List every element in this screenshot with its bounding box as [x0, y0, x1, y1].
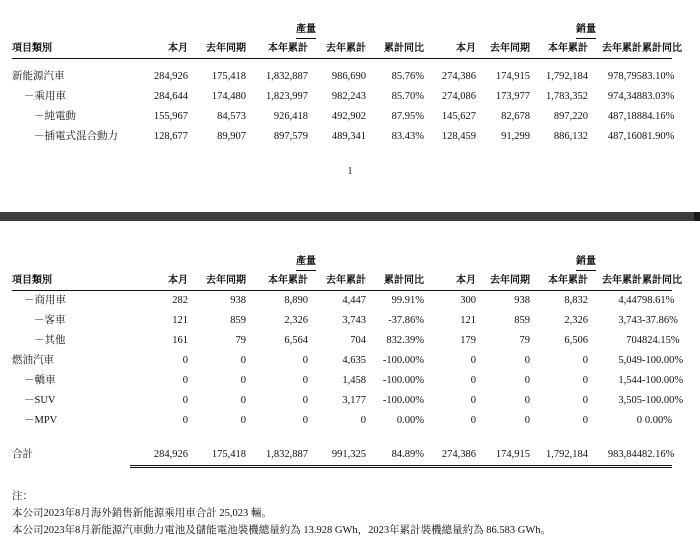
report-page-1 [0, 0, 700, 200]
cell: 8,890 [284, 295, 308, 306]
total-cell: 84.89% [366, 443, 424, 467]
cell: 492,902 [331, 111, 366, 122]
cell: 0 [524, 375, 530, 386]
cell: 8,832 [564, 295, 588, 306]
cell: 978,795 [607, 71, 642, 82]
cell: 704 [350, 335, 366, 346]
cell: 0 [582, 355, 588, 366]
total-cell: 284,926 [130, 443, 188, 467]
note-overseas-sales: 本公司2023年8月海外銷售新能源乘用車合計 25,023 輛。 [12, 508, 272, 519]
cell: 0 [470, 355, 476, 366]
row-label: －MPV [24, 415, 58, 426]
cell: 938 [514, 295, 530, 306]
total-cell: 1,832,887 [246, 443, 308, 467]
cell: 284,644 [153, 91, 188, 102]
cell: 83.10% [642, 71, 675, 82]
cell: 83.03% [642, 91, 675, 102]
cell: 4,447 [342, 295, 366, 306]
cell: 974,348 [607, 91, 642, 102]
cell: -100.00% [382, 375, 424, 386]
table-row [12, 311, 672, 331]
row-label: －轎車 [24, 375, 56, 386]
production-group-header: 產量 [246, 252, 366, 272]
cell: 274,086 [441, 91, 476, 102]
cell: 859 [230, 315, 246, 326]
col-header-prod-lastytd: 去年累計 [308, 272, 366, 291]
row-label: －商用車 [24, 295, 66, 306]
sales-group-header: 銷量 [530, 20, 642, 40]
col-header-prod-lastyear: 去年同期 [188, 40, 246, 59]
table-row [12, 371, 672, 391]
cell: 897,220 [553, 111, 588, 122]
cell: 0.00% [396, 415, 424, 426]
cell: 284,926 [153, 71, 188, 82]
col-header-prod-yoy: 累計同比 [366, 40, 424, 59]
cell: 487,160 [607, 131, 642, 142]
table-row [12, 107, 672, 127]
cell: 85.70% [391, 91, 424, 102]
sales-group-header: 銷量 [530, 252, 642, 272]
group-header-row [12, 20, 672, 40]
column-header-row [12, 272, 672, 291]
cell: 0 [636, 415, 642, 426]
col-header-category: 項目類別 [12, 272, 130, 291]
cell: 926,418 [273, 111, 308, 122]
col-header-sales-lastyear: 去年同期 [476, 272, 530, 291]
col-header-prod-ytd: 本年累計 [246, 272, 308, 291]
cell: 1,792,184 [546, 71, 588, 82]
total-cell: 175,418 [188, 443, 246, 467]
table-row [12, 67, 672, 87]
cell: 938 [230, 295, 246, 306]
column-header-row [12, 40, 672, 59]
table-row [12, 331, 672, 351]
cell: 0 [182, 355, 188, 366]
row-label: 新能源汽車 [12, 71, 65, 82]
page-number: 1 [347, 166, 353, 177]
cell: 0 [302, 375, 308, 386]
cell: 155,967 [153, 111, 188, 122]
cell: 121 [460, 315, 476, 326]
cell: 0 [240, 355, 246, 366]
cell: 2,326 [284, 315, 308, 326]
cell: 982,243 [331, 91, 366, 102]
cell: 128,459 [441, 131, 476, 142]
cell: -100.00% [382, 355, 424, 366]
total-cell: 82.16% [642, 443, 672, 467]
cell: 897,579 [273, 131, 308, 142]
cell: 121 [172, 315, 188, 326]
total-cell: 174,915 [476, 443, 530, 467]
cell: 0 [524, 415, 530, 426]
cell: 0.00% [644, 415, 672, 426]
cell: 0 [524, 355, 530, 366]
cell: 0 [302, 415, 308, 426]
cell: 4,635 [342, 355, 366, 366]
cell: 3,177 [342, 395, 366, 406]
total-cell: 991,325 [308, 443, 366, 467]
production-sales-table-p1 [12, 20, 682, 147]
cell: 859 [514, 315, 530, 326]
cell: 79 [235, 335, 246, 346]
cell: 89,907 [217, 131, 246, 142]
production-sales-table-p2 [12, 252, 684, 468]
cell: 3,743 [342, 315, 366, 326]
col-header-prod-month: 本月 [130, 40, 188, 59]
cell: 1,544 [618, 375, 642, 386]
cell: 87.95% [391, 111, 424, 122]
table-row [12, 391, 672, 411]
cell: 824.15% [642, 335, 680, 346]
cell: 0 [470, 415, 476, 426]
cell: 161 [172, 335, 188, 346]
report-page-2 [0, 232, 700, 538]
cell: 274,386 [441, 71, 476, 82]
cell: 6,506 [564, 335, 588, 346]
cell: 1,832,887 [266, 71, 308, 82]
total-cell: 983,844 [588, 443, 642, 467]
col-header-sales-ytd: 本年累計 [530, 40, 588, 59]
cell: 85.76% [391, 71, 424, 82]
cell: 174,480 [211, 91, 246, 102]
table-row [12, 87, 672, 107]
cell: 179 [460, 335, 476, 346]
cell: -100.00% [382, 395, 424, 406]
cell: 83.43% [391, 131, 424, 142]
cell: 2,326 [564, 315, 588, 326]
col-header-sales-ytd: 本年累計 [530, 272, 588, 291]
cell: 832.39% [386, 335, 424, 346]
cell: 0 [240, 415, 246, 426]
production-group-header: 產量 [246, 20, 366, 40]
row-label: －客車 [34, 315, 66, 326]
row-label: －乘用車 [24, 91, 66, 102]
cell: 282 [172, 295, 188, 306]
cell: 0 [470, 395, 476, 406]
cell: 0 [240, 395, 246, 406]
cell: 0 [360, 415, 366, 426]
col-header-prod-lastytd: 去年累計 [308, 40, 366, 59]
cell: 91,299 [501, 131, 530, 142]
cell: 175,418 [211, 71, 246, 82]
total-label: 合計 [12, 448, 33, 460]
cell: 704 [626, 335, 642, 346]
cell: 0 [182, 375, 188, 386]
cell: 1,458 [342, 375, 366, 386]
total-row [12, 443, 672, 467]
col-header-sales-lastyear: 去年同期 [476, 40, 530, 59]
cell: 0 [524, 395, 530, 406]
cell: 0 [582, 395, 588, 406]
cell: 0 [582, 375, 588, 386]
total-cell: 1,792,184 [530, 443, 588, 467]
col-header-sales-month: 本月 [424, 40, 476, 59]
cell: 4,447 [618, 295, 642, 306]
row-label: －SUV [24, 395, 56, 406]
col-header-sales-month: 本月 [424, 272, 476, 291]
col-header-sales-lastytd: 去年累計 [588, 40, 642, 59]
table-row [12, 291, 672, 312]
cell: 0 [182, 415, 188, 426]
group-header-row [12, 252, 672, 272]
cell: -37.86% [642, 315, 678, 326]
col-header-category: 項目類別 [12, 40, 130, 59]
cell: 81.90% [642, 131, 675, 142]
cell: -100.00% [642, 375, 684, 386]
cell: 886,132 [553, 131, 588, 142]
cell: 145,627 [441, 111, 476, 122]
cell: 84.16% [642, 111, 675, 122]
cell: 487,188 [607, 111, 642, 122]
cell: 0 [302, 355, 308, 366]
cell: 82,678 [501, 111, 530, 122]
cell: 0 [582, 415, 588, 426]
col-header-prod-month: 本月 [130, 272, 188, 291]
col-header-sales-yoy: 累計同比 [642, 272, 672, 291]
cell: 489,341 [331, 131, 366, 142]
cell: 1,783,352 [546, 91, 588, 102]
col-header-prod-ytd: 本年累計 [246, 40, 308, 59]
cell: 79 [519, 335, 530, 346]
row-label: －其他 [34, 335, 66, 346]
cell: 84,573 [217, 111, 246, 122]
table-row [12, 411, 672, 431]
cell: 3,743 [618, 315, 642, 326]
row-label: －插電式混合動力 [34, 131, 118, 142]
cell: 99.91% [391, 295, 424, 306]
footnotes [12, 488, 551, 539]
table-row [12, 351, 672, 371]
row-label: －純電動 [34, 111, 76, 122]
cell: 986,690 [331, 71, 366, 82]
col-header-prod-lastyear: 去年同期 [188, 272, 246, 291]
total-cell: 274,386 [424, 443, 476, 467]
cell: 0 [240, 375, 246, 386]
cell: 5,049 [618, 355, 642, 366]
col-header-sales-yoy: 累計同比 [642, 40, 672, 59]
cell: -37.86% [388, 315, 424, 326]
page-divider [0, 212, 700, 221]
row-label: 燃油汽車 [12, 355, 54, 366]
cell: 128,677 [153, 131, 188, 142]
cell: 3,505 [618, 395, 642, 406]
notes-heading: 注： [12, 491, 33, 502]
cell: -100.00% [642, 395, 684, 406]
cell: 0 [470, 375, 476, 386]
cell: 98.61% [642, 295, 675, 306]
cell: 1,823,997 [266, 91, 308, 102]
cell: 174,915 [495, 71, 530, 82]
col-header-prod-yoy: 累計同比 [366, 272, 424, 291]
cell: -100.00% [642, 355, 684, 366]
col-header-sales-lastytd: 去年累計 [588, 272, 642, 291]
cell: 0 [302, 395, 308, 406]
cell: 6,564 [284, 335, 308, 346]
table-row [12, 127, 672, 147]
note-battery-installation: 本公司2023年8月新能源汽車動力電池及儲能電池裝機總量約為 13.928 GWh，2023年累計裝機總量約為 86.583 GWh。 [12, 525, 551, 536]
cell: 0 [182, 395, 188, 406]
cell: 173,977 [495, 91, 530, 102]
cell: 300 [460, 295, 476, 306]
